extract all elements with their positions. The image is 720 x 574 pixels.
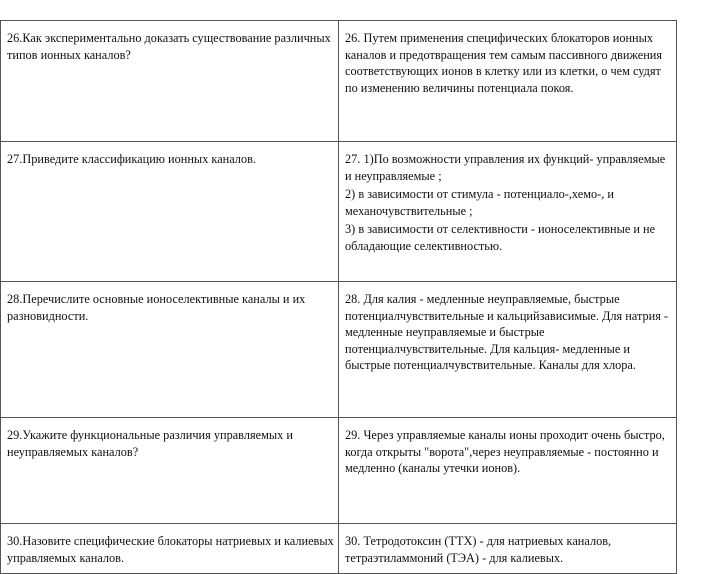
answer-text: 2) в зависимости от стимула - потенциало-,хемо-, и механочувствительные ; bbox=[345, 187, 614, 218]
answer-cell bbox=[339, 524, 677, 574]
qa-table bbox=[0, 20, 677, 574]
table-row bbox=[1, 418, 677, 524]
answer-text: 27. 1)По возможности управления их функций- управляемые и неуправляемые ; bbox=[345, 152, 666, 183]
table-row bbox=[1, 21, 677, 142]
table-row bbox=[1, 142, 677, 282]
answer-text: 28. Для калия - медленные неуправляемые, быстрые потенциалчувствительные и кальцийзависимые. Для натрия - медленные неуправляемые и быстрые потенциалчувствительные. Для кальция- медленные и быстрые потенциалчувствительные. Каналы для хлора. bbox=[345, 292, 669, 372]
answer-cell bbox=[339, 142, 677, 282]
question-cell: 29.Укажите функциональные различия управляемых и неуправляемых каналов? bbox=[1, 418, 339, 524]
question-cell: 30.Назовите специфические блокаторы натриевых и калиевых управляемых каналов. bbox=[1, 524, 339, 574]
answer-cell bbox=[339, 418, 677, 524]
answer-cell bbox=[339, 21, 677, 142]
answer-text: 3) в зависимости от селективности - ионоселективные и не обладающие селективностью. bbox=[345, 222, 656, 253]
table-row bbox=[1, 282, 677, 418]
table-row bbox=[1, 524, 677, 574]
answer-text: 26. Путем применения специфических блокаторов ионных каналов и предотвращения тем самым пассивного движения соответствующих ионов в клетку или из клетки, о чем судят по изменению величины потенциала покоя. bbox=[345, 31, 663, 95]
answer-cell bbox=[339, 282, 677, 418]
question-cell: 28.Перечислите основные ионоселективные каналы и их разновидности. bbox=[1, 282, 339, 418]
question-cell: 27.Приведите классификацию ионных каналов. bbox=[1, 142, 339, 282]
answer-text: 29. Через управляемые каналы ионы проходит очень быстро, когда открыты "ворота",через неуправляемые - постоянно и медленно (каналы утечки ионов). bbox=[345, 428, 665, 475]
answer-text: 30. Тетродотоксин (ТТХ) - для натриевых каналов, тетраэтиламмоний (ТЭА) - для калиевых. bbox=[345, 534, 612, 565]
question-cell: 26.Как экспериментально доказать существование различных типов ионных каналов? bbox=[1, 21, 339, 142]
